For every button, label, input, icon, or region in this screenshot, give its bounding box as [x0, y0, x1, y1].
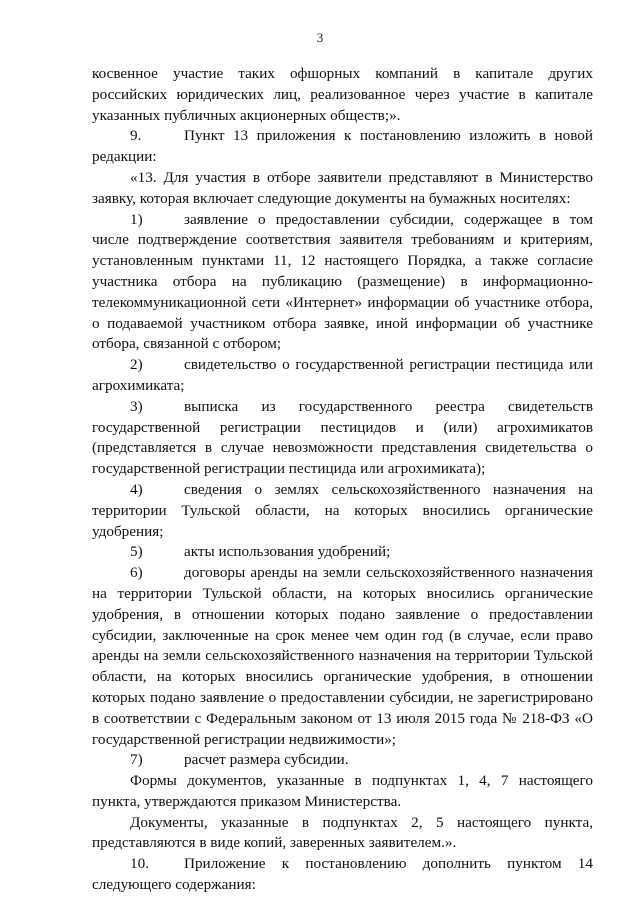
page-number: 3 — [316, 30, 324, 45]
point-9 — [92, 126, 593, 168]
list-item-text: договоры аренды на земли сельскохозяйственного назначения на территории Тульской области, на которых вносились органические удобрения, в отношении которых подано заявление о предоставлении субсидии, заключенные на срок менее чем один год (в случае, если право аренды на земли сельскохозяйственного назначения на территории Тульской области, на которых вносились органические удобрения, в отношении которых подано заявление о предоставлении субсидии, не зарегистрировано в соответствии с Федеральным законом от 13 июля 2015 года № 218-ФЗ «О государственной регистрации недвижимости»; — [92, 564, 593, 748]
list-item-7 — [92, 750, 593, 771]
point-10-number: 10. — [130, 855, 149, 873]
lead-paragraph: косвенное участие таких офшорных компаний в капитале других российских юридических лиц, реализованное через участие в капитале указанных публичных акционерных обществ;». — [92, 65, 593, 124]
forms-paragraph: Формы документов, указанные в подпунктах 1, 4, 7 настоящего пункта, утверждаются приказом Министерства. — [92, 772, 593, 810]
list-item-number: 3) — [130, 397, 143, 415]
list-item-number: 2) — [130, 356, 143, 374]
list-item-text: выписка из государственного реестра свидетельств государственной регистрации пестицидов и (или) агрохимикатов (представляется в случае невозможности представления свидетельства о государственной регистрации пестицида или агрохимиката); — [92, 397, 593, 478]
list-item-text: расчет размера субсидии. — [184, 751, 349, 769]
point-9-number: 9. — [130, 127, 142, 145]
list-item-text: свидетельство о государственной регистрации пестицида или агрохимиката; — [92, 356, 593, 394]
list-item-number: 7) — [130, 751, 143, 769]
point-13-intro: «13. Для участия в отборе заявители представляют в Министерство заявку, которая включает следующие документы на бумажных носителях: — [92, 168, 593, 207]
list-item-1 — [92, 210, 593, 356]
list-item-number: 5) — [130, 543, 143, 561]
list-item-text: сведения о землях сельскохозяйственного назначения на территории Тульской области, на которых вносились органические удобрения; — [92, 480, 593, 540]
list-item-text: заявление о предоставлении субсидии, содержащее в том числе подтверждение соответствия заявителя требованиям и критериям, установленным пунктами 11, 12 настоящего Порядка, а также согласие участника отбора на публикацию (размещение) в информационно-телекоммуникационной сети «Интернет» информации об участнике отбора, о подаваемой участником отбора заявке, иной информации об участнике отбора, связанной с отбором; — [92, 210, 593, 353]
list-item-5 — [92, 542, 593, 563]
list-item-6 — [92, 563, 593, 750]
list-item-number: 6) — [130, 564, 143, 582]
point-10 — [92, 854, 593, 896]
list-item-4 — [92, 480, 593, 542]
list-item-2 — [92, 355, 593, 397]
list-item-3 — [92, 397, 593, 480]
list-item-number: 4) — [130, 480, 143, 498]
copies-paragraph: Документы, указанные в подпунктах 2, 5 настоящего пункта, представляются в виде копий, заверенных заявителем.». — [92, 813, 593, 852]
document-body — [92, 64, 593, 896]
point-10-text: Приложение к постановлению дополнить пунктом 14 следующего содержания: — [92, 855, 593, 894]
list-item-text: акты использования удобрений; — [184, 543, 391, 561]
point-9-text: Пункт 13 приложения к постановлению изложить в новой редакции: — [92, 127, 593, 166]
list-item-number: 1) — [130, 210, 143, 228]
